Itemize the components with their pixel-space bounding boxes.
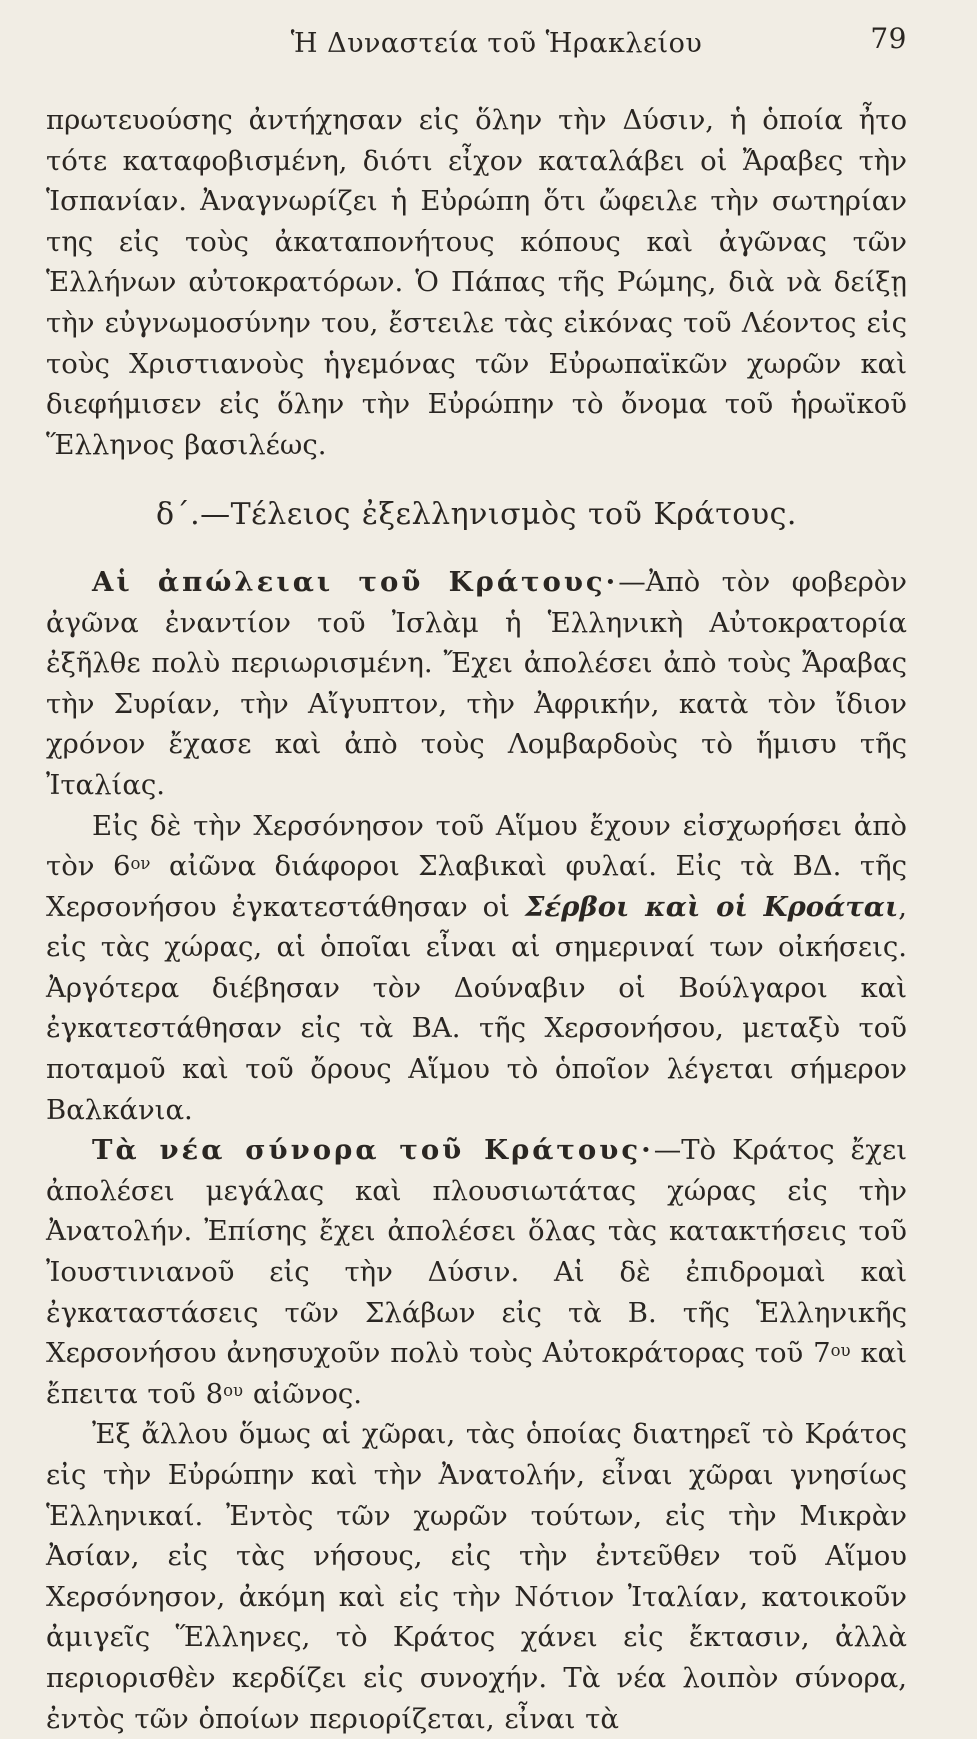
section-heading: δ΄.—Τέλειος ἐξελληνισμὸς τοῦ Κράτους. [156, 497, 797, 533]
page-number: 79 [870, 22, 907, 55]
paragraph-5: Ἐξ ἄλλου ὅμως αἱ χῶραι, τὰς ὁποίας διατηρεῖ τὸ Κράτος εἰς τὴν Εὐρώπην καὶ τὴν Ἀνατολήν, εἶναι χῶραι γνησίως Ἑλληνικαί. Ἐντὸς τῶν χωρῶν τούτων, εἰς τὴν Μικρὰν Ἀσίαν, εἰς τὰς νήσους, εἰς τὴν ἐντεῦθεν τοῦ Αἵμου Χερσόνησον, ἀκόμη καὶ εἰς τὴν Νότιον Ἰταλίαν, κατοικοῦν ἀμιγεῖς Ἕλληνες, τὸ Κράτος χάνει εἰς ἔκτασιν, ἀλλὰ περιορισθὲν κερδίζει εἰς συνοχήν. Τὰ νέα λοιπὸν σύνορα, ἐντὸς τῶν ὁποίων περιορίζεται, εἶναι τὰ [46, 1418, 907, 1735]
runin-heading-new-borders: Τὰ νέα σύνορα τοῦ Κράτους· [92, 1134, 654, 1167]
paragraph-3-part-b: αἰῶνα διάφοροι Σλαβικαὶ φυλαί. Εἰς τὰ ΒΔ. τῆς Χερσονήσου ἐγκατεστάθησαν οἱ [46, 850, 907, 923]
ordinal-superscript: ου [830, 1340, 851, 1360]
paragraph-3-part-a: Εἰς δὲ τὴν Χερσόνησον τοῦ Αἵμου ἔχουν εἰσχωρήσει ἀπὸ τὸν 6 [46, 809, 907, 883]
paragraph-4 [46, 1130, 907, 1414]
paragraph-4-part-a: —Τὸ Κράτος ἔχει ἀπολέσει μεγάλας καὶ πλουσιωτάτας χώρας εἰς τὴν Ἀνατολήν. Ἐπίσης ἔχει ἀπολέσει ὅλας τὰς κατακτήσεις τοῦ Ἰουστινιανοῦ εἰς τὴν Δύσιν. Αἱ δὲ ἐπιδρομαὶ καὶ ἐγκαταστάσεις τῶν Σλάβων εἰς τὰ Β. τῆς Ἑλληνικῆς Χερσονήσου ἀνησυχοῦν πολὺ τοὺς Αὐτοκράτορας τοῦ 7 [46, 1134, 907, 1370]
ordinal-superscript: ον [130, 853, 151, 873]
body-text [46, 100, 907, 1739]
running-title: Ἡ Δυναστεία τοῦ Ἡρακλείου [290, 28, 703, 59]
paragraph-2 [46, 562, 907, 806]
paragraph-1: πρωτευούσης ἀντήχησαν εἰς ὅλην τὴν Δύσιν, ἡ ὁποία ἦτο τότε καταφοβισμένη, διότι εἶχον καταλάβει οἱ Ἄραβες τὴν Ἱσπανίαν. Ἀναγνωρίζει ἡ Εὐρώπη ὅτι ὤφειλε τὴν σωτηρίαν της εἰς τοὺς ἀκαταπονήτους κόπους καὶ ἀγῶνας τῶν Ἑλλήνων αὐτοκρατόρων. Ὁ Πάπας τῆς Ρώμης, διὰ νὰ δείξῃ τὴν εὐγνωμοσύνην του, ἔστειλε τὰς εἰκόνας τοῦ Λέοντος εἰς τοὺς Χριστιανοὺς ἡγεμόνας τῶν Εὐρωπαϊκῶν χωρῶν καὶ διεφήμισεν εἰς ὅλην τὴν Εὐρώπην τὸ ὄνομα τοῦ ἡρωϊκοῦ Ἕλληνος βασιλέως. [46, 104, 907, 461]
paragraph-2-text: —Ἀπὸ τὸν φοβερὸν ἀγῶνα ἐναντίον τοῦ Ἰσλὰμ ἡ Ἑλληνικὴ Αὐτοκρατορία ἐξῆλθε πολὺ περιωρισμένη. Ἔχει ἀπολέσει ἀπὸ τοὺς Ἄραβας τὴν Συρίαν, τὴν Αἴγυπτον, τὴν Ἀφρικήν, κατὰ τὸν ἴδιον χρόνον ἔχασε καὶ ἀπὸ τοὺς Λομβαρδοὺς τὸ ἥμισυ τῆς Ἰταλίας. [46, 565, 908, 801]
paragraph-4-part-c: αἰῶνος. [243, 1377, 363, 1410]
ordinal-superscript: ου [223, 1381, 244, 1401]
paragraph-3 [46, 806, 907, 1131]
paragraph-3-part-c: , εἰς τὰς χώρας, αἱ ὁποῖαι εἶναι αἱ σημεριναί των οἰκήσεις. Ἀργότερα διέβησαν τὸν Δούναβιν οἱ Βούλγαροι καὶ ἐγκατεστάθησαν εἰς τὰ ΒΑ. τῆς Χερσονήσου, μεταξὺ τοῦ ποταμοῦ καὶ τοῦ ὄρους Αἵμου τὸ ὁποῖον λέγεται σήμερον Βαλκάνια. [46, 890, 908, 1126]
paragraph-4-part-b: καὶ ἔπειτα τοῦ 8 [46, 1337, 907, 1410]
running-head [46, 18, 907, 68]
emphasis-serbs-croats: Σέρβοι καὶ οἱ Κροάται [524, 890, 899, 923]
runin-heading-losses: Αἱ ἀπώλειαι τοῦ Κράτους· [92, 565, 619, 598]
